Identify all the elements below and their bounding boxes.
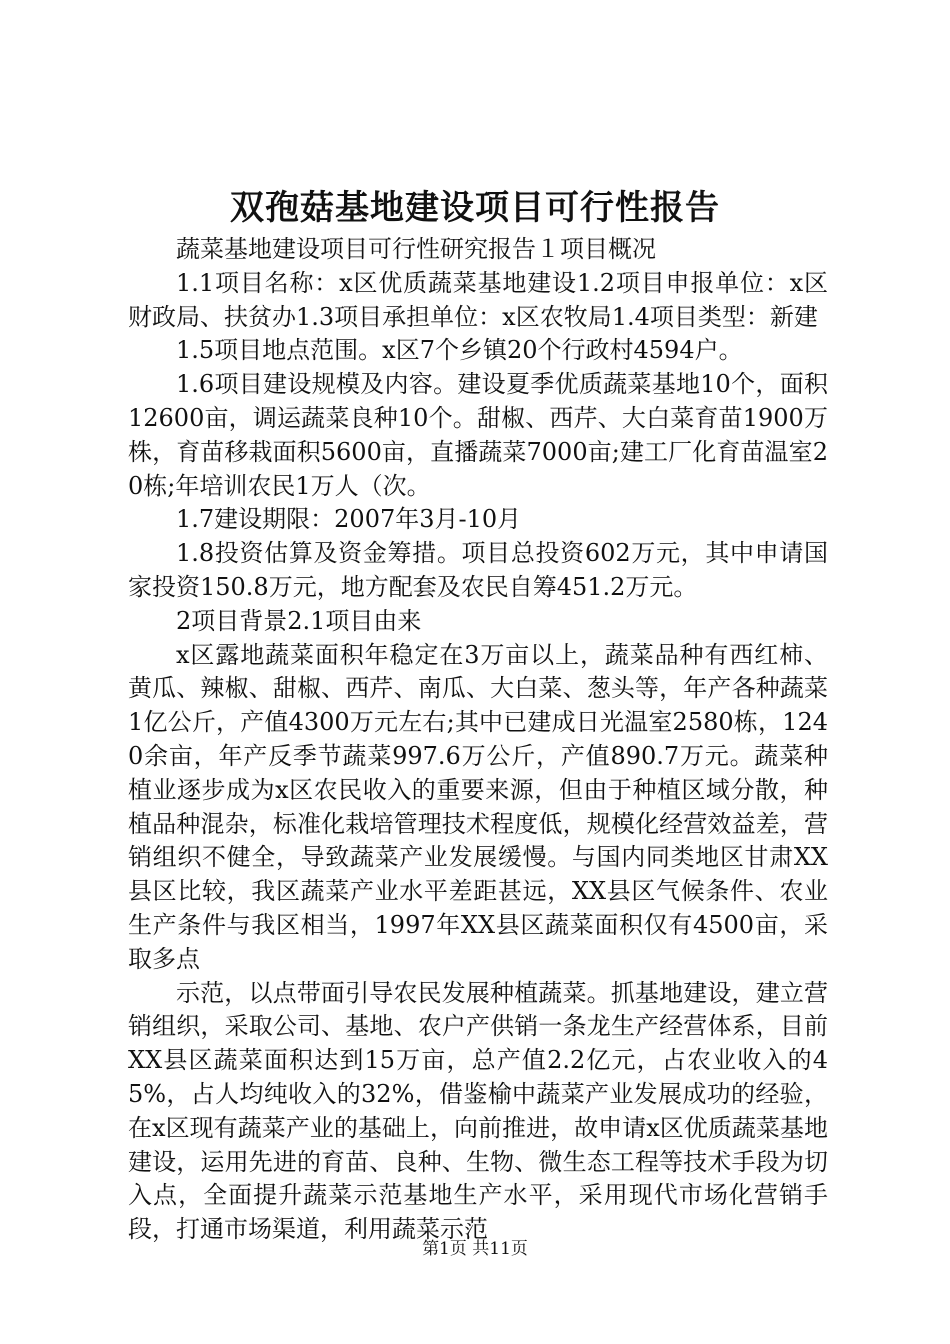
document-title: 双孢菇基地建设项目可行性报告 bbox=[230, 188, 720, 228]
paragraph-scale: 1.6项目建设规模及内容。建设夏季优质蔬菜基地10个，面积12600亩，调运蔬菜良种10个。甜椒、西芹、大白菜育苗1900万株，育苗移栽面积5600亩，直播蔬菜7000亩;建工厂化育苗温室20栋;年培训农民1万人（次。 bbox=[128, 370, 828, 500]
paragraph-investment: 1.8投资估算及资金筹措。项目总投资602万元，其中申请国家投资150.8万元，地方配套及农民自筹451.2万元。 bbox=[128, 539, 828, 601]
paragraph-background-heading: 2项目背景2.1项目由来 bbox=[176, 606, 422, 635]
page-number: 第1页 共11页 bbox=[422, 1239, 528, 1259]
paragraph-period: 1.7建设期限：2007年3月-10月 bbox=[176, 505, 522, 534]
paragraph-background: x区露地蔬菜面积年稳定在3万亩以上，蔬菜品种有西红柿、黄瓜、辣椒、甜椒、西芹、南瓜、大白菜、葱头等，年产各种蔬菜1亿公斤，产值4300万元左右;其中已建成日光温室2580栋，1240余亩，年产反季节蔬菜997.6万公斤，产值890.7万元。蔬菜种植业逐步成为x区农民收入的重要来源，但由于种植区域分散，种植品种混杂，标准化栽培管理技术程度低，规模化经营效益差，营销组织不健全，导致蔬菜产业发展缓慢。与国内同类地区甘肃XX县区比较，我区蔬菜产业水平差距甚远，XX县区气候条件、农业生产条件与我区相当，1997年XX县区蔬菜面积仅有4500亩，采取多点 bbox=[128, 640, 828, 973]
document-body bbox=[128, 233, 828, 1247]
paragraph-overview: 蔬菜基地建设项目可行性研究报告１项目概况 bbox=[176, 235, 656, 263]
paragraph-project-name: 1.1项目名称：x区优质蔬菜基地建设1.2项目申报单位：x区财政局、扶贫办1.3项目承担单位：x区农牧局1.4项目类型：新建 bbox=[128, 268, 828, 331]
paragraph-location: 1.5项目地点范围。x区7个乡镇20个行政村4594户。 bbox=[176, 336, 743, 365]
paragraph-demonstration: 示范，以点带面引导农民发展种植蔬菜。抓基地建设，建立营销组织，采取公司、基地、农户产供销一条龙生产经营体系，目前XX县区蔬菜面积达到15万亩，总产值2.2亿元，占农业收入的45%，占人均纯收入的32%，借鉴榆中蔬菜产业发展成功的经验，在x区现有蔬菜产业的基础上，向前推进，故申请x区优质蔬菜基地建设，运用先进的育苗、良种、生物、微生态工程等技术手段为切入点，全面提升蔬菜示范基地生产水平，采用现代市场化营销手段，打通市场渠道，利用蔬菜示范 bbox=[128, 978, 828, 1244]
